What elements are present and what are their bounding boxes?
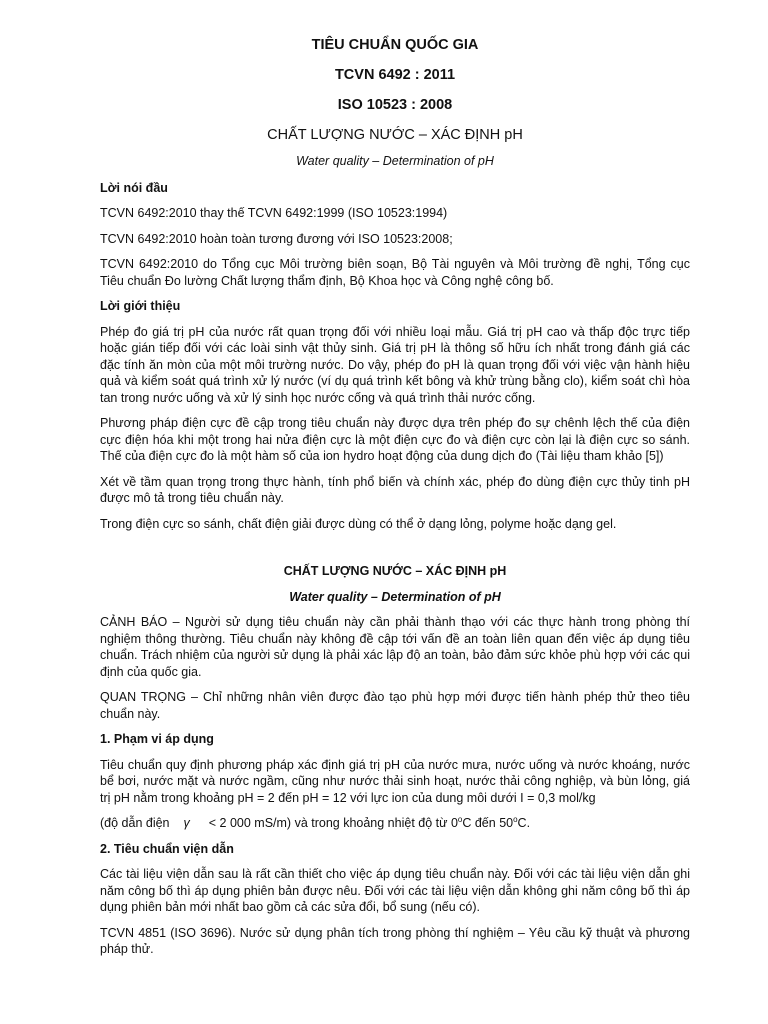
scope-conductivity-paragraph: [100, 815, 690, 832]
introduction-paragraph: Phép đo giá trị pH của nước rất quan trọng đối với nhiều loại mẫu. Giá trị pH cao và thấp độc trực tiếp hoặc gián tiếp đối với các loài sinh vật thủy sinh. Giá trị pH là thông số hữu ích nhất trong đánh giá các đặc tính ăn mòn của một môi trường nước. Do vậy, phép đo pH là quan trọng đối với việc vận hành hiệu quả và kiểm soát quá trình xử lý nước (ví dụ quá trình kết bông và khử trùng bằng clo), kiểm soát chì hòa tan trong nước uống và xử lý sinh học nước cống và quá trình thải nước cống.: [100, 324, 690, 405]
iso-number: ISO 10523 : 2008: [337, 97, 453, 113]
introduction-paragraph: Trong điện cực so sánh, chất điện giải được dùng có thể ở dạng lỏng, polyme hoặc dạng gel.: [100, 516, 617, 531]
tcvn-number: TCVN 6492 : 2011: [334, 67, 456, 83]
degree-symbol: o: [457, 814, 463, 824]
national-standard-label: TIÊU CHUẨN QUỐC GIA: [311, 37, 479, 53]
foreword-paragraph: TCVN 6492:2010 hoàn toàn tương đương với ISO 10523:2008;: [100, 231, 453, 246]
scope-heading: 1. Phạm vi áp dụng: [100, 732, 214, 746]
temperature-text: C đến 50: [462, 816, 514, 830]
references-paragraph: Các tài liệu viện dẫn sau là rất cần thiết cho việc áp dụng tiêu chuẩn này. Đối với các tài liệu viện dẫn ghi năm công bố thì áp dụng phiên bản được nêu. Đối với các tài liệu viện dẫn không ghi năm công bố thì áp dụng phiên bản mới nhất bao gồm cả các sửa đổi, bổ sung (nếu có).: [100, 867, 690, 914]
temperature-unit: C.: [517, 816, 531, 830]
introduction-paragraph: Phương pháp điện cực đề cập trong tiêu chuẩn này được dựa trên phép đo sự chênh lệch thế của điện cực điện hóa khi một trong hai nửa điện cực là một điện cực đo và điện cực còn lại là điện cực so sánh. Thế của điện cực đo là một hàm số của ion hydro hoạt động của dung dịch đo (Tài liệu tham khảo [5]): [100, 416, 690, 463]
section-spacer: [100, 541, 690, 563]
conductivity-text-start: (độ dẫn điện: [100, 816, 170, 830]
conductivity-text-middle: < 2 000 mS/m) và trong khoảng nhiệt độ từ 0: [208, 816, 458, 830]
introduction-paragraph: Xét về tầm quan trọng trong thực hành, tính phổ biến và chính xác, phép đo dùng điện cực thủy tinh pH được mô tả trong tiêu chuẩn này.: [100, 474, 690, 505]
normative-references-heading: 2. Tiêu chuẩn viện dẫn: [100, 841, 234, 856]
degree-symbol: o: [513, 814, 518, 824]
warning-paragraph: CẢNH BÁO – Người sử dụng tiêu chuẩn này cần phải thành thạo với các thực hành trong phòng thí nghiệm thông thường. Tiêu chuẩn này không đề cập tới vấn đề an toàn liên quan đến việc áp dụng tiêu chuẩn. Trách nhiệm của người sử dụng là phải xác lập độ an toàn, bảo đảm sức khỏe phù hợp với các qui định của quốc gia.: [100, 615, 690, 679]
document-title: CHẤT LƯỢNG NƯỚC – XÁC ĐỊNH pH: [267, 127, 523, 143]
scope-paragraph: Tiêu chuẩn quy định phương pháp xác định giá trị pH của nước mưa, nước uống và nước khoáng, nước bể bơi, nước mặt và nước ngầm, cũng như nước thải sinh hoạt, nước thải công nghiệp, và bùn lỏng, giá trị pH nằm trong khoảng pH = 2 đến pH = 12 với lực ion của dung môi dưới I = 0,3 mol/kg: [100, 757, 690, 805]
body-subtitle: Water quality – Determination of pH: [289, 589, 501, 604]
foreword-paragraph: TCVN 6492:2010 do Tổng cục Môi trường biên soạn, Bộ Tài nguyên và Môi trường đề nghị, Tổng cục Tiêu chuẩn Đo lường Chất lượng thẩm định, Bộ Khoa học và Công nghệ công bố.: [100, 257, 690, 288]
body-title: CHẤT LƯỢNG NƯỚC – XÁC ĐỊNH pH: [283, 564, 507, 578]
document-subtitle: Water quality – Determination of pH: [296, 154, 494, 168]
document-page: [100, 36, 690, 967]
gamma-symbol: γ: [183, 816, 190, 830]
introduction-heading: Lời giới thiệu: [100, 299, 181, 313]
important-paragraph: QUAN TRỌNG – Chỉ những nhân viên được đào tạo phù hợp mới được tiến hành phép thử theo tiêu chuẩn này.: [100, 690, 690, 721]
reference-item: TCVN 4851 (ISO 3696). Nước sử dụng phân tích trong phòng thí nghiệm – Yêu cầu kỹ thuật và phương pháp thử.: [100, 925, 690, 956]
foreword-paragraph: TCVN 6492:2010 thay thế TCVN 6492:1999 (ISO 10523:1994): [100, 206, 448, 220]
foreword-heading: Lời nói đầu: [100, 180, 168, 195]
